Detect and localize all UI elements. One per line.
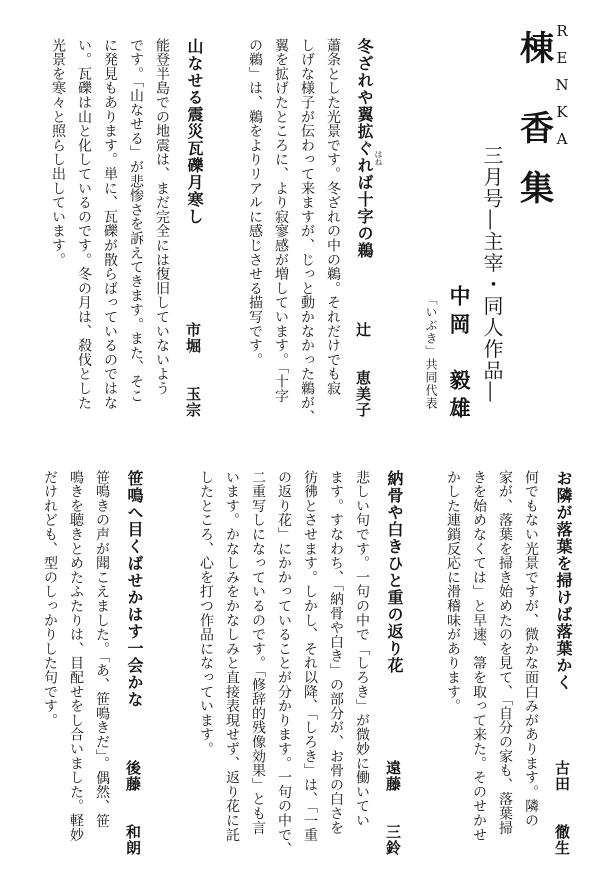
title-char-3: 集 [520,169,554,209]
commentary-line: の鵜」は、鵜をよりリアルに感じさせる描写です。 [247,38,263,367]
furigana: はね [374,150,383,166]
commentary-line: です。「山なせる」が悲惨さを訴えてきます。また、そこ [128,38,144,403]
roman-letter: K [556,103,568,121]
roman-letter: A [556,130,568,148]
commentary-line: したところ、心を打つ作品になっています。 [198,470,214,756]
title-char-2: 香 [520,109,554,149]
commentary-line: い。瓦礫は山と化しているのです。冬の月は、殺伐とした [76,38,92,410]
roman-letter: E [556,49,568,67]
haiku-title: 納骨や白きひと重の返り花 [385,470,404,674]
commentary-line: 蕭条とした光景です。冬ざれの中の鵜。それだけでも寂 [325,38,341,396]
roman-letter: R [556,22,568,40]
commentary-line: に発見もあります。単に、瓦礫が散らばっているのではな [102,38,118,410]
haiku-title: 笹鳴へ目くばせかはす一会かな [125,470,144,708]
author-name: 市堀 玉宗 [184,322,202,418]
commentary-line: 彷彿とさせます。しかし、それ以降、「しろき」は、「一重 [302,470,318,843]
commentary-line: 笹鳴きの声が聞こえました。「あ、笹鳴きだ」。偶然、笹 [94,470,110,828]
commentary-line: 何でもない光景ですが、微かな面白みがあります。隣の [523,470,539,828]
issue-subtitle: 三月号―主宰・同人作品― [480,145,504,403]
commentary-line: 光景を寒々と照らし出しています。 [50,38,66,267]
commentary-line: 二重写しになっているのです。「修辞的残像効果」とも言 [250,470,266,835]
commentary-line: 翼を拡げたところに、より寂寥感が増しています。「十字 [273,38,289,403]
title-char-1: 棟 [520,29,554,69]
commentary-line: 鳴きを聴きとめたふたりは、目配せをし合いました。軽妙 [68,470,84,842]
commentary-line: きを始めなくては」と早速、箒を取って来た。そのせかせ [471,470,487,842]
commentary-line: 能登半島での地震は、まだ完全には復旧していないよう [154,38,170,396]
author-name: 古田 徹生 [553,760,571,856]
commentary-line: います。かなしみをかなしみと直接表現せず、返り花に託 [224,470,240,842]
commentary-line: かした連鎖反応に滑稽味があります。 [445,470,461,714]
roman-letter: N [555,76,569,94]
editor-name: 中岡 毅雄 [447,285,472,425]
commentary-line: だけれども、型のしっかりした句です。 [42,470,58,728]
commentary-line: 家が、落葉を掃き始めたのを見て、「自分の家も、落葉掃 [497,470,513,835]
editor-role: 「いぶき」共同代表 [424,293,438,410]
author-name: 辻 恵美子 [354,322,372,418]
commentary-line: 悲しい句です。一句の中で「しろき」が微妙に働いてい [354,470,370,828]
haiku-title: お隣が落葉を掃けば落葉かく [554,470,573,691]
author-name: 遠藤 三鈴 [384,760,402,856]
roman-title [552,22,572,157]
haiku-title: 冬ざれや翼拡ぐれば十字の鵜 [355,38,374,259]
commentary-line: しげな様子が伝わって来ますが、じっと動かなかった鵜が、 [299,38,315,425]
commentary-line: ます。すなわち、「納骨や白き」の部分が、お骨の白さを [328,470,344,835]
author-name: 後藤 和朗 [124,760,142,856]
haiku-title: 山なせる震災瓦礫月寒し [185,38,204,225]
commentary-line: の返り花」にかかっていることが分かります。一句の中で、 [276,470,292,857]
